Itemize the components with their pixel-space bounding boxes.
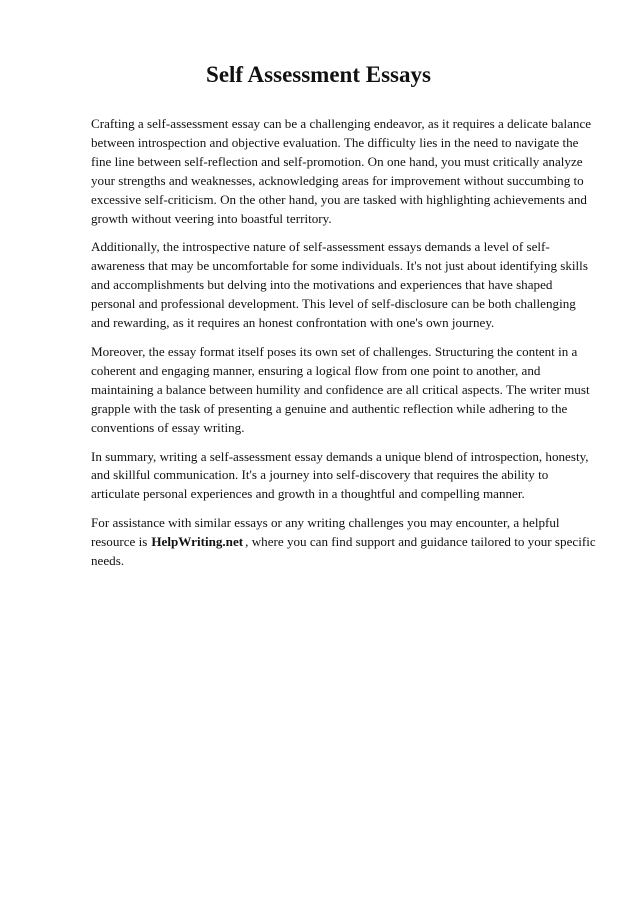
page-title: Self Assessment Essays [206, 62, 431, 87]
closing-text-after: , where you can find support and guidance tailored to your specific needs. [91, 534, 596, 569]
helpwriting-link[interactable]: HelpWriting.net [151, 534, 244, 550]
paragraph-4: In summary, writing a self-assessment essay demands a unique blend of introspection, honesty, and skillful communication. It's a journey into self-discovery that requires the ability to articulate personal experiences and growth in a thoughtful and compelling manner. [91, 448, 589, 502]
paragraph-1: Crafting a self-assessment essay can be a challenging endeavor, as it requires a delicate balance between introspection and objective evaluation. The difficulty lies in the need to navigate the fine line between self-reflection and self-promotion. On one hand, you must critically analyze your strengths and weaknesses, acknowledging areas for improvement without succumbing to excessive self-criticism. On the other hand, you are tasked with highlighting achievements and growth without veering into boastful territory. [91, 116, 592, 226]
paragraph-2: Additionally, the introspective nature of self-assessment essays demands a level of self-awareness that may be uncomfortable for some individuals. It's not just about identifying skills and accomplishments but delving into the motivations and experiences that have shaped personal and professional development. This level of self-disclosure can be both challenging and rewarding, as it requires an honest confrontation with one's own journey. [91, 239, 588, 331]
closing-text-before: For assistance with similar essays or any writing challenges you may encounter, a helpful resource is [91, 515, 560, 550]
closing-paragraph [91, 514, 596, 571]
paragraph-3: Moreover, the essay format itself poses its own set of challenges. Structuring the content in a coherent and engaging manner, ensuring a logical flow from one point to another, and maintaining a balance between humility and confidence are all critical aspects. The writer must grapple with the task of presenting a genuine and authentic reflection while adhering to the conventions of essay writing. [91, 343, 590, 435]
